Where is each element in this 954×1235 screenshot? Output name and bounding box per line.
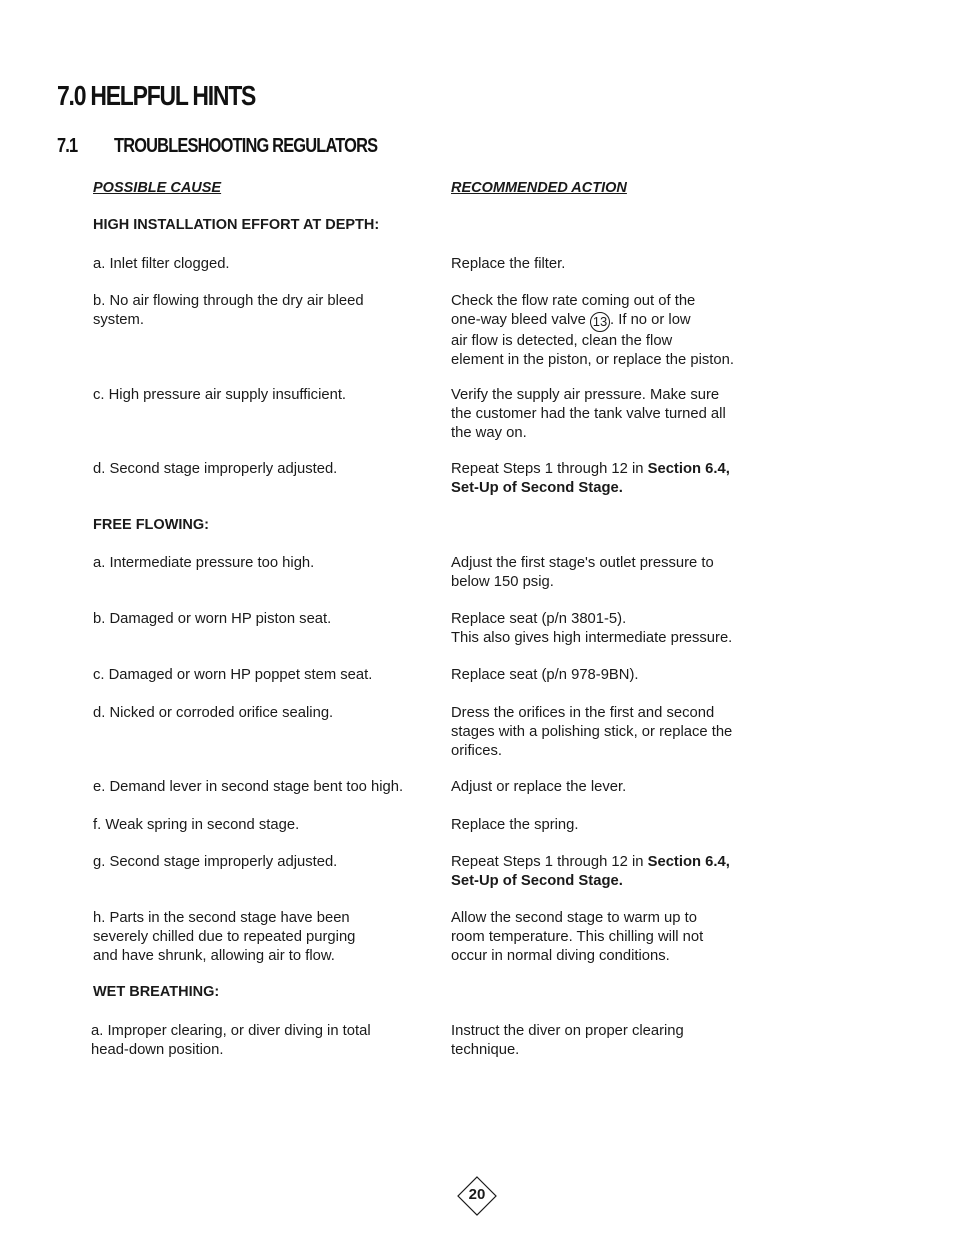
action-text: Repeat Steps 1 through 12 in Section 6.4, Set-Up of Second Stage.	[451, 854, 730, 889]
action-text: Verify the supply air pressure. Make sure the customer had the tank valve turned all the way on.	[451, 387, 726, 441]
cause-text: d. Nicked or corroded orifice sealing.	[93, 705, 334, 721]
section-heading-free-flowing: FREE FLOWING:	[93, 517, 209, 533]
cause-text: b. No air flowing through the dry air bleed system.	[93, 293, 364, 328]
action-text: Allow the second stage to warm up to room temperature. This chilling will not occur in normal diving conditions.	[451, 910, 704, 964]
column-header-action: RECOMMENDED ACTION	[451, 180, 627, 196]
cause-text: a. Intermediate pressure too high.	[93, 555, 315, 571]
action-text: Adjust or replace the lever.	[451, 779, 627, 795]
section-heading-high-effort: HIGH INSTALLATION EFFORT AT DEPTH:	[93, 217, 380, 233]
action-text: Replace the filter.	[451, 256, 566, 272]
cause-text: a. Improper clearing, or diver diving in total head-down position.	[91, 1023, 371, 1058]
section-number: 7.1	[57, 135, 78, 157]
action-text: Replace seat (p/n 978-9BN).	[451, 667, 639, 683]
cause-text: e. Demand lever in second stage bent too high.	[93, 779, 404, 795]
page-number: 20	[457, 1176, 497, 1216]
action-text: Adjust the first stage's outlet pressure to below 150 psig.	[451, 555, 714, 590]
cause-text: b. Damaged or worn HP piston seat.	[93, 611, 332, 627]
section-title: TROUBLESHOOTING REGULATORS	[114, 135, 378, 157]
callout-number: 13	[590, 312, 610, 332]
cause-text: f. Weak spring in second stage.	[93, 817, 300, 833]
action-text: Dress the orifices in the first and second stages with a polishing stick, or replace the orifices.	[451, 705, 733, 759]
action-text: Replace the spring.	[451, 817, 579, 833]
action-text: Replace seat (p/n 3801-5). This also gives high intermediate pressure.	[451, 611, 733, 646]
action-text: Instruct the diver on proper clearing technique.	[451, 1023, 684, 1058]
section-heading-wet-breathing: WET BREATHING:	[93, 984, 220, 1000]
cause-text: c. Damaged or worn HP poppet stem seat.	[93, 667, 373, 683]
page-title: 7.0 HELPFUL HINTS	[57, 80, 256, 111]
cause-text: g. Second stage improperly adjusted.	[93, 854, 338, 870]
cause-text: h. Parts in the second stage have been severely chilled due to repeated purging and have shrunk, allowing air to flow.	[93, 910, 356, 964]
cause-text: c. High pressure air supply insufficient.	[93, 387, 347, 403]
cause-text: a. Inlet filter clogged.	[93, 256, 230, 272]
action-text: Repeat Steps 1 through 12 in Section 6.4, Set-Up of Second Stage.	[451, 461, 730, 496]
cause-text: d. Second stage improperly adjusted.	[93, 461, 338, 477]
column-header-cause: POSSIBLE CAUSE	[93, 180, 222, 196]
action-text: Check the flow rate coming out of the one-way bleed valve 13 . If no or low air flow is detected, clean the flow element in the piston, or replace the piston.	[451, 293, 734, 368]
